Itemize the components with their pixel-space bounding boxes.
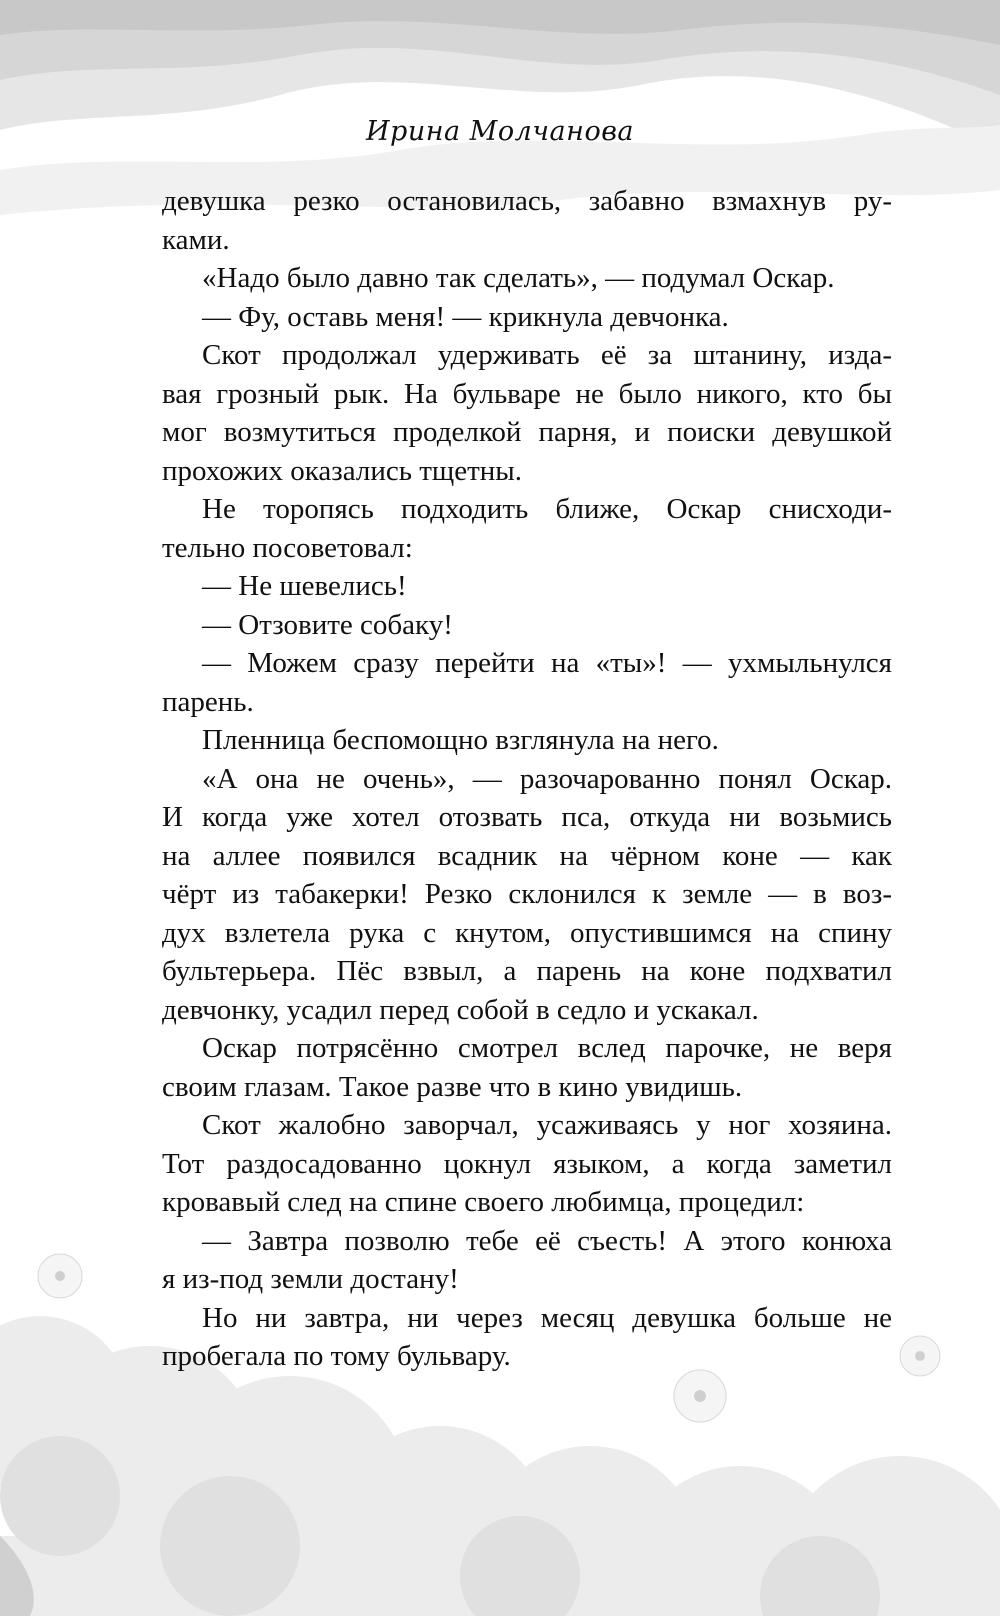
text-line: тельно посоветовал: [162,531,413,564]
paragraph [162,490,892,567]
text-line: Но ни завтра, ни через месяц девушка больше не [202,1301,892,1334]
paragraph [162,1299,892,1376]
text-line: — Завтра позволю тебе её съесть! А этого конюха [202,1224,892,1257]
text-line: Скот продолжал удерживать её за штанину, изда- [202,339,892,371]
text-line: кровавый след на спине своего любимца, процедил: [162,1186,805,1218]
paragraph [162,259,892,298]
text-line: парень. [162,685,254,718]
text-line: Пленница беспомощно взглянула на него. [202,724,719,756]
paragraph [162,1029,892,1106]
text-line: мог возмутиться проделкой парня, и поиски девушкой [162,416,892,448]
text-line: пробегала по тому бульвару. [162,1340,511,1372]
text-line: я из-под земли достану! [162,1263,459,1295]
text-line: Тот раздосадованно цокнул языком, а когда заметил [162,1147,892,1180]
text-line: «А она не очень», — разочарованно понял Оскар. [202,762,892,795]
text-line: — Отзовите собаку! [202,608,453,641]
paragraph [162,298,892,337]
paragraph [162,606,892,645]
text-line: — Не шевелись! [202,570,407,602]
text-line: И когда уже хотел отозвать пса, откуда ни возьмись [162,801,892,833]
text-line: «Надо было давно так сделать», — подумал Оскар. [202,262,835,294]
text-line: бультерьера. Пёс взвыл, а парень на коне подхватил [162,955,892,987]
body-text [162,182,892,1376]
paragraph [162,1222,892,1299]
paragraph [162,644,892,721]
text-line: ками. [162,223,230,256]
text-line: Оскар потрясённо смотрел вслед парочке, не веря [202,1032,892,1064]
running-head: Ирина Молчанова [365,116,635,147]
paragraph [162,567,892,606]
text-line: чёрт из табакерки! Резко склонился к земле — в воз- [162,878,892,910]
text-line: Не торопясь подходить ближе, Оскар снисходи- [202,493,892,525]
paragraph [162,721,892,760]
text-line: на аллее появился всадник на чёрном коне — как [162,839,892,872]
paragraph [162,1106,892,1222]
text-line: девушка резко остановилась, забавно взмахнув ру- [162,185,892,217]
paragraph [162,182,892,259]
text-line: прохожих оказались тщетны. [162,454,523,487]
text-line: дух взлетела рука с кнутом, опустившимся на спину [162,916,892,949]
paragraph [162,336,892,490]
text-line: — Фу, оставь меня! — крикнула девчонка. [202,300,729,333]
text-line: Скот жалобно заворчал, усаживаясь у ног хозяина. [202,1109,892,1141]
paragraph [162,760,892,1030]
text-line: — Можем сразу перейти на «ты»! — ухмыльнулся [202,647,892,679]
text-line: девчонку, усадил перед собой в седло и ускакал. [162,993,759,1026]
text-line: вая грозный рык. На бульваре не было никого, кто бы [162,377,892,410]
text-line: своим глазам. Такое разве что в кино увидишь. [162,1070,743,1103]
